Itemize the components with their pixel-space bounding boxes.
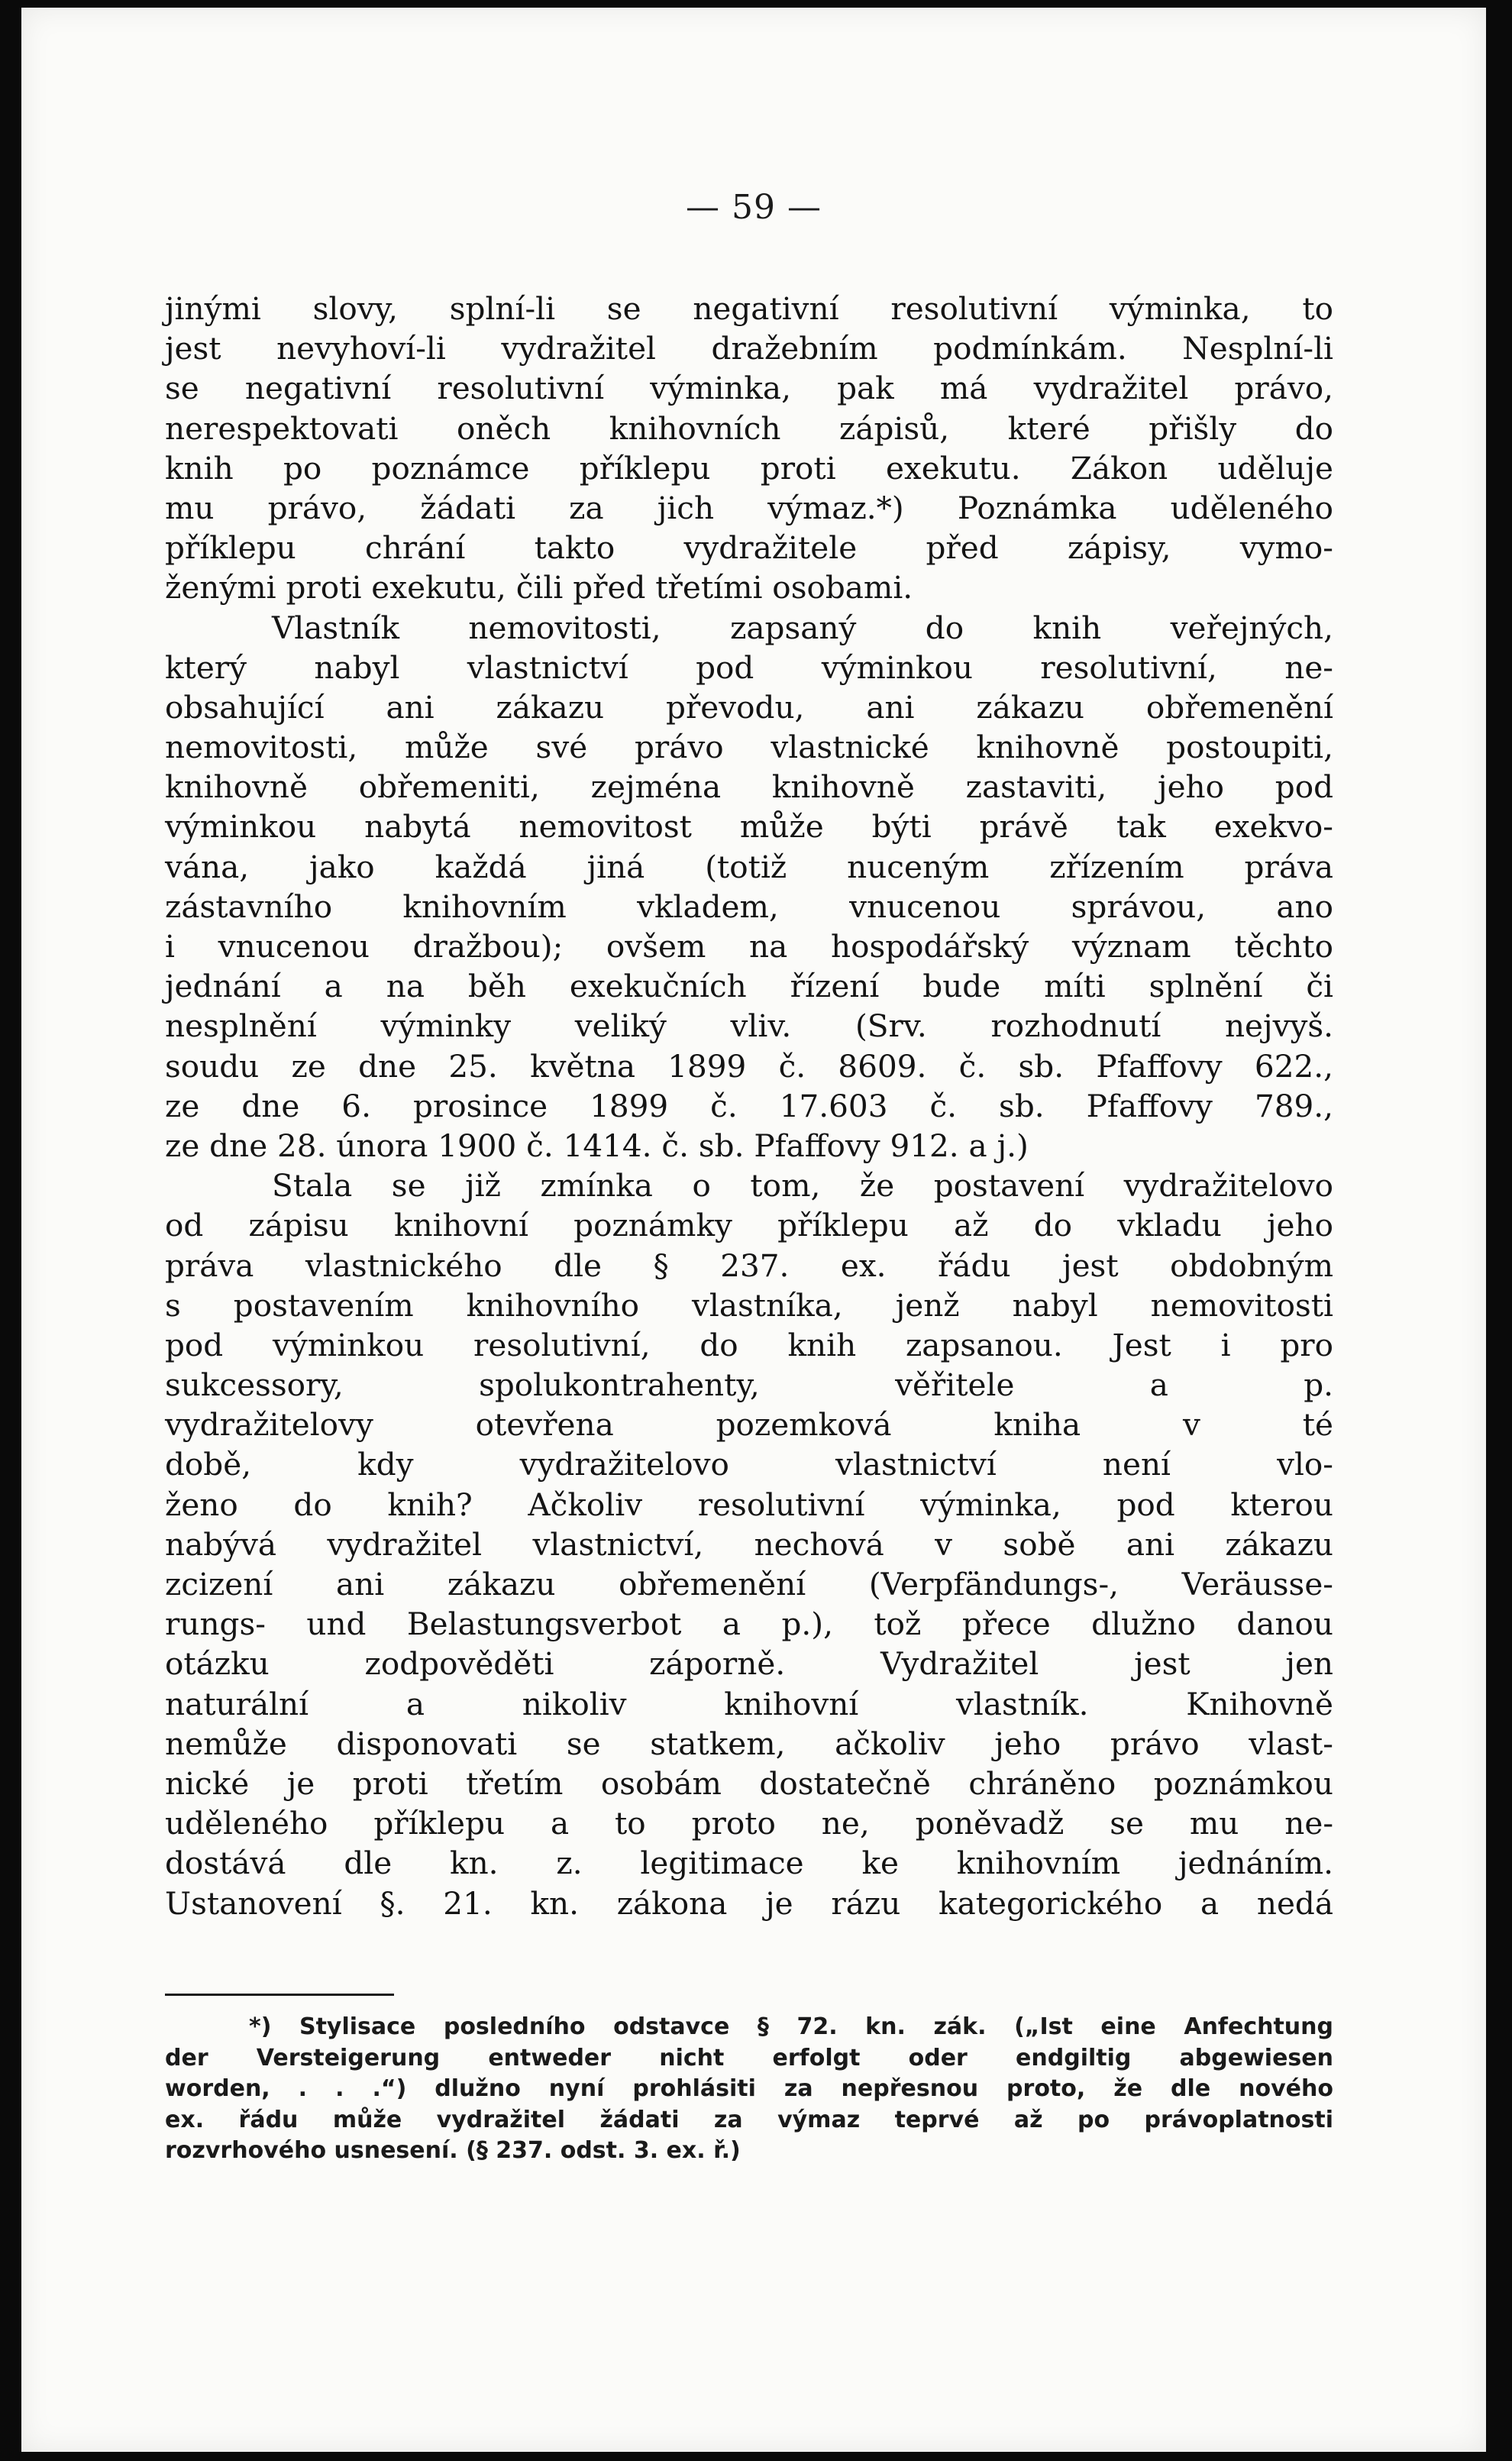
text-line: nerespektovati oněch knihovních zápisů, které přišly do bbox=[165, 409, 1333, 447]
text-line: pod výminkou resolutivní, do knih zapsanou. Jest i pro bbox=[165, 1326, 1333, 1363]
footnote-line: worden, . . .“) dlužno nyní prohlásiti za nepřesnou proto, že dle nového bbox=[165, 2075, 1333, 2102]
text-line: i vnucenou dražbou); ovšem na hospodářský význam těchto bbox=[165, 928, 1333, 965]
footnote-divider bbox=[165, 1994, 394, 1996]
text-line: době, kdy vydražitelovo vlastnictví není vlo- bbox=[165, 1446, 1333, 1483]
text-line: Ustanovení §. 21. kn. zákona je rázu kategorického a nedá bbox=[165, 1884, 1333, 1922]
text-line: ženo do knih? Ačkoliv resolutivní výminka, pod kterou bbox=[165, 1486, 1333, 1523]
text-line: který nabyl vlastnictví pod výminkou resolutivní, ne- bbox=[165, 648, 1333, 686]
text-line: vána, jako každá jiná (totiž nuceným zřízením práva bbox=[165, 848, 1333, 885]
text-line: knih po poznámce příklepu proti exekutu. Zákon uděluje bbox=[165, 449, 1333, 487]
text-line: dostává dle kn. z. legitimace ke knihovním jednáním. bbox=[165, 1845, 1333, 1882]
text-line: nemovitosti, může své právo vlastnické knihovně postoupiti, bbox=[165, 729, 1333, 766]
text-line: výminkou nabytá nemovitost může býti právě tak exekvo- bbox=[165, 808, 1333, 846]
text-line: zástavního knihovním vkladem, vnucenou správou, ano bbox=[165, 888, 1333, 925]
footnote-line: der Versteigerung entweder nicht erfolgt oder endgiltig abgewiesen bbox=[165, 2044, 1333, 2071]
footnote-line: *) Stylisace posledního odstavce § 72. kn. zák. („Ist eine Anfechtung bbox=[249, 2013, 1333, 2040]
text-line: otázku zodpověděti záporně. Vydražitel jest jen bbox=[165, 1645, 1333, 1683]
footnote bbox=[165, 2012, 1333, 2167]
text-line: rungs- und Belastungsverbot a p.), tož přece dlužno danou bbox=[165, 1606, 1333, 1643]
text-line: naturální a nikoliv knihovní vlastník. Knihovně bbox=[165, 1685, 1333, 1722]
text-line: ženými proti exekutu, čili před třetími osobami. bbox=[165, 569, 913, 606]
text-line: vydražitelovy otevřena pozemková kniha v té bbox=[165, 1406, 1333, 1444]
text-line: Vlastník nemovitosti, zapsaný do knih veřejných, bbox=[272, 609, 1333, 646]
text-line: mu právo, žádati za jich výmaz.*) Poznámka uděleného bbox=[165, 489, 1333, 526]
text-line: zcizení ani zákazu obřemenění (Verpfändungs-, Veräusse- bbox=[165, 1566, 1333, 1602]
text-line: s postavením knihovního vlastníka, jenž nabyl nemovitosti bbox=[165, 1286, 1333, 1324]
text-line: nesplnění výminky veliký vliv. (Srv. rozhodnutí nejvyš. bbox=[165, 1007, 1333, 1045]
text-line: jest nevyhoví-li vydražitel dražebním podmínkám. Nesplní-li bbox=[165, 330, 1333, 367]
body-text bbox=[165, 289, 1333, 1923]
footnote-line: ex. řádu může vydražitel žádati za výmaz teprvé až po právoplatnosti bbox=[165, 2106, 1333, 2133]
footnote-line: rozvrhového usnesení. (§ 237. odst. 3. ex. ř.) bbox=[165, 2137, 741, 2164]
text-line: ze dne 28. února 1900 č. 1414. č. sb. Pfaffovy 912. a j.) bbox=[165, 1127, 1029, 1164]
text-line: nické je proti třetím osobám dostatečně chráněno poznámkou bbox=[165, 1764, 1333, 1802]
text-line: Stala se již zmínka o tom, že postavení vydražitelovo bbox=[272, 1167, 1333, 1205]
text-line: knihovně obřemeniti, zejména knihovně zastaviti, jeho pod bbox=[165, 768, 1333, 806]
text-line: příklepu chrání takto vydražitele před zápisy, vymo- bbox=[165, 529, 1333, 567]
page-number: — 59 — bbox=[686, 188, 822, 227]
text-line: nemůže disponovati se statkem, ačkoliv jeho právo vlast- bbox=[165, 1725, 1333, 1762]
text-line: ze dne 6. prosince 1899 č. 17.603 č. sb. Pfaffovy 789., bbox=[165, 1087, 1333, 1124]
text-line: obsahující ani zákazu převodu, ani zákazu obřemenění bbox=[165, 688, 1333, 726]
text-line: jinými slovy, splní-li se negativní resolutivní výminka, to bbox=[165, 290, 1333, 327]
text-line: od zápisu knihovní poznámky příklepu až do vkladu jeho bbox=[165, 1207, 1333, 1244]
book-page bbox=[21, 8, 1486, 2452]
text-line: práva vlastnického dle § 237. ex. řádu jest obdobným bbox=[165, 1247, 1333, 1284]
text-line: uděleného příklepu a to proto ne, poněvadž se mu ne- bbox=[165, 1805, 1333, 1842]
text-line: sukcessory, spolukontrahenty, věřitele a p. bbox=[165, 1366, 1333, 1404]
text-line: nabývá vydražitel vlastnictví, nechová v sobě ani zákazu bbox=[165, 1525, 1333, 1563]
text-line: soudu ze dne 25. května 1899 č. 8609. č. sb. Pfaffovy 622., bbox=[165, 1047, 1333, 1085]
text-line: se negativní resolutivní výminka, pak má vydražitel právo, bbox=[165, 370, 1333, 407]
text-line: jednání a na běh exekučních řízení bude míti splnění či bbox=[165, 968, 1333, 1005]
